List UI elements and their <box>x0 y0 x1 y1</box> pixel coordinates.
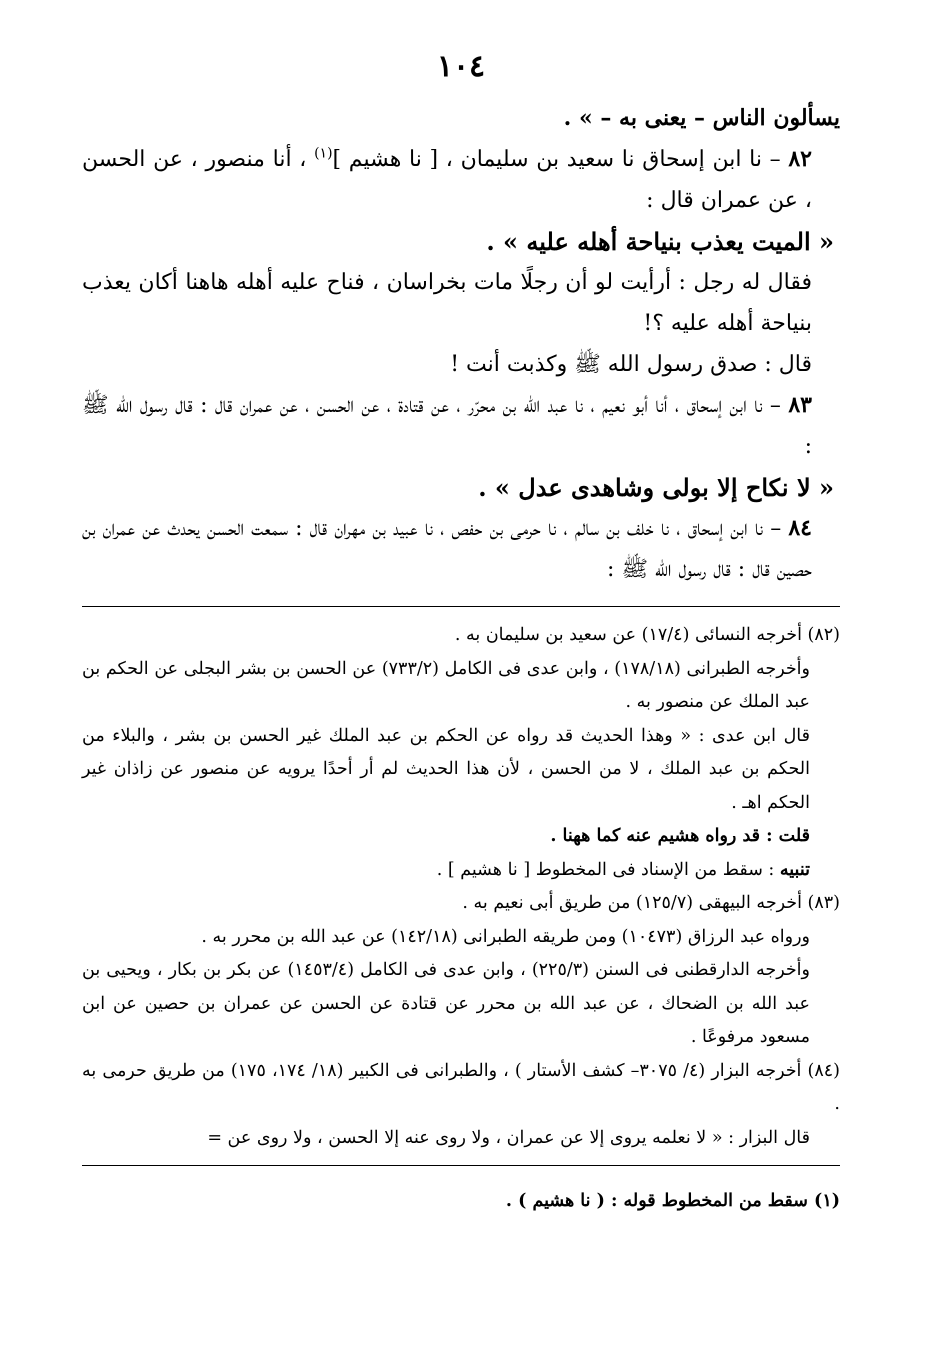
hadith-83-text: – نا ابن إسحاق ، أنا أبو نعيم ، نا عبد الله بن محرّر ، عن قتادة ، عن الحسن ، عن عمران قال : قال رسول الله ﷺ : <box>82 393 812 459</box>
note-83-b: ورواه عبد الرزاق (١٠٤٧٣) ومن طريقه الطبرانى (١٤٢/١٨) عن عبد الله بن محرر به . <box>201 926 810 947</box>
hadith-82-question: فقال له رجل : أرأيت لو أن رجلًا مات بخراسان ، فناح عليه أهله هاهنا أكان يعذب بنياحة أهله عليه ؟! <box>82 270 812 336</box>
footnote-1: (١) سقط من المخطوط قوله : ( نا هشيم ) . <box>505 1190 840 1211</box>
note-82-e-text: : سقط من الإسناد فى المخطوط [ نا هشيم ] . <box>436 859 780 880</box>
note-82-d: قلت : قد رواه هشيم عنه كما ههنا . <box>550 826 810 846</box>
hadith-83-number: ٨٣ <box>788 392 812 418</box>
hadith-84-number: ٨٤ <box>788 515 812 541</box>
note-83-a: (٨٣) أخرجه البيهقى (١٢٥/٧) من طريق أبى نعيم به . <box>462 893 840 913</box>
note-84-a: (٨٤) أخرجه البزار (٤/ ٣٠٧٥– كشف الأستار ) ، والطبرانى فى الكبير (١٨/ ١٧٤، ١٧٥) من طريق حرمى به . <box>82 1060 840 1114</box>
note-82-e <box>82 854 840 888</box>
footnote-divider <box>82 1165 840 1166</box>
hadith-82-text-b: ، أنا منصور ، عن الحسن ، عن عمران قال : <box>82 147 812 213</box>
note-82-b: وأخرجه الطبرانى (١٧٨/١٨) ، وابن عدى فى الكامل (٧٣٣/٢) عن الحسن بن بشر البجلى عن الحكم بن عبد الملك عن منصور به . <box>82 658 810 712</box>
notes-divider <box>82 606 840 607</box>
hadith-82-number: ٨٢ <box>788 146 812 172</box>
hadith-82-text-a: – نا ابن إسحاق نا سعيد بن سليمان ، [ نا هشيم ] <box>332 147 789 172</box>
hadith-82-isnad <box>82 139 840 221</box>
hadith-82-answer: قال : صدق رسول الله ﷺ وكذبت أنت ! <box>450 352 812 377</box>
hadith-82-matn: « الميت يعذب بنياحة أهله عليه » . <box>486 227 834 256</box>
note-82-label: تنبيه <box>779 859 810 880</box>
page-number: ١٠٤ <box>436 49 486 84</box>
hadith-83-matn: « لا نكاح إلا بولى وشاهدى عدل » . <box>478 473 834 502</box>
hadith-84-text: – نا ابن إسحاق ، نا خلف بن سالم ، نا حرمى بن حفص ، نا عبيد بن مهران قال : سمعت الحسن يحدث عن عمران بن حصين قال : قال رسول الله ﷺ : <box>82 516 812 582</box>
hadith-84-isnad <box>82 508 840 590</box>
footnote-ref-1: (١) <box>314 145 333 162</box>
note-84-b: قال البزار : « لا نعلمه يروى إلا عن عمران ، ولا روى عنه إلا الحسن ، ولا روى عن = <box>207 1127 810 1148</box>
note-82-c: قال ابن عدى : « وهذا الحديث قد رواه عن الحكم بن عبد الملك غير الحسن بن بشر ، والبلاء من الحكم بن عبد الملك ، لا من الحسن ، لأن هذا الحديث لم أر أحدًا يرويه عن منصور عن زاذان غير الحكم اهـ . <box>82 725 810 813</box>
note-83-c: وأخرجه الدارقطنى فى السنن (٢٢٥/٣) ، وابن عدى فى الكامل (١٤٥٣/٤) عن بكر بن بكار ، ويحيى بن عبد الله بن الضحاك ، عن عبد الله بن محرر عن قتادة عن الحسن عن عمران بن حصين عن ابن مسعود مرفوعًا . <box>82 960 810 1047</box>
continuation-line: يسألون الناس – يعنى به – » . <box>563 105 840 131</box>
note-82-a: (٨٢) أخرجه النسائى (١٧/٤) عن سعيد بن سليمان به . <box>454 625 840 645</box>
takhrij-notes <box>82 619 840 1155</box>
hadith-83-isnad <box>82 385 840 467</box>
document-page <box>82 49 840 1235</box>
main-text <box>82 98 840 590</box>
